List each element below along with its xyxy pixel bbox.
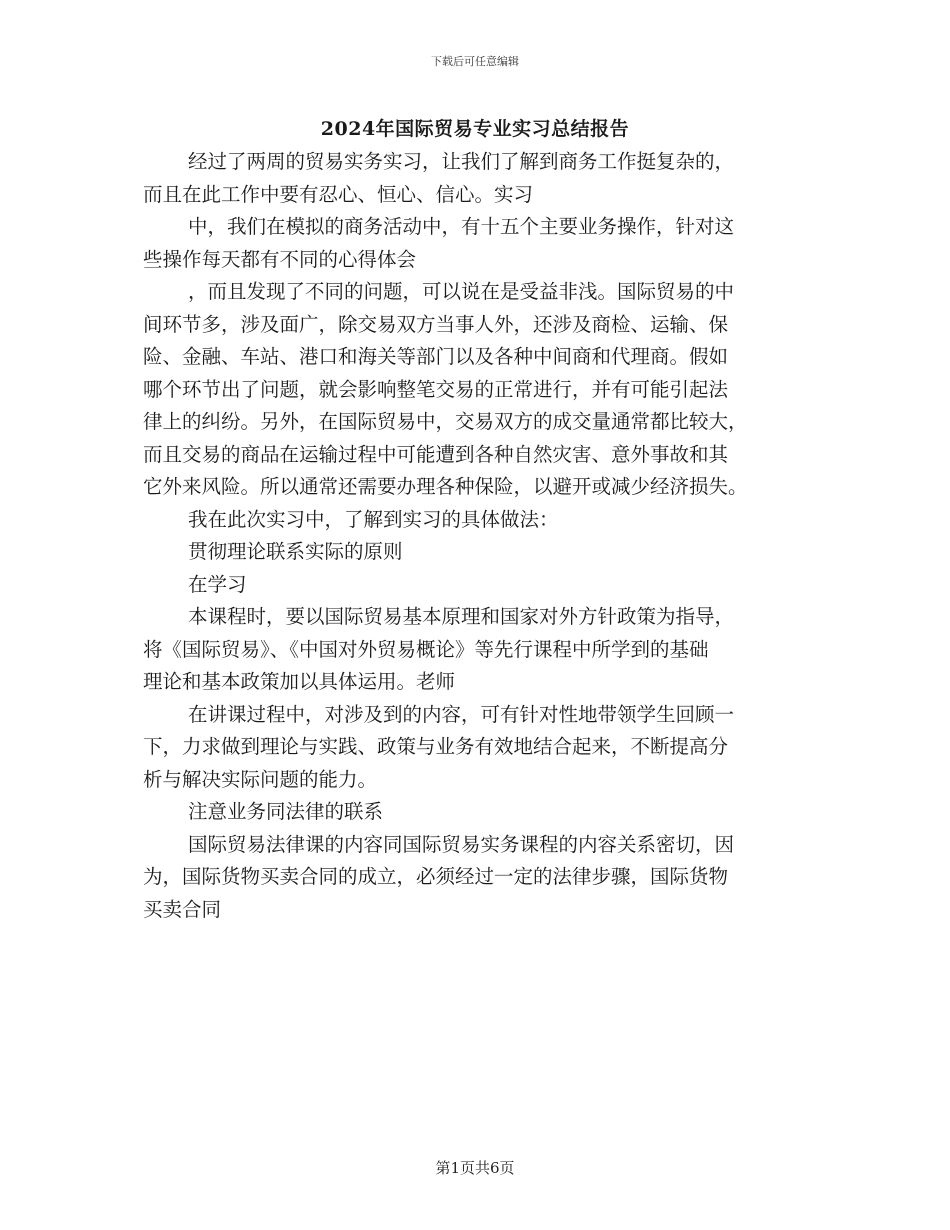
text-line: 它外来风险。所以通常还需要办理各种保险，以避开或减少经济损失。	[143, 475, 748, 498]
document-body	[143, 146, 803, 926]
text-line: 买卖合同	[143, 897, 222, 921]
text-line: 经过了两周的贸易实务实习，让我们了解到商务工作挺复杂的，	[188, 150, 735, 173]
text-line: 哪个环节出了问题，就会影响整笔交易的正常进行，并有可能引起法	[143, 377, 729, 401]
text-line: 律上的纠纷。另外，在国际贸易中，交易双方的成交量通常都比较大，	[143, 410, 748, 433]
text-line: 间环节多，涉及面广，除交易双方当事人外，还涉及商检、运输、保	[143, 312, 729, 336]
text-line: 本课程时，要以国际贸易基本原理和国家对外方针政策为指导，	[188, 605, 735, 628]
header-note: 下载后可任意编辑	[431, 55, 519, 68]
text-line: 而且在此工作中要有忍心、恒心、信心。实习	[143, 182, 534, 206]
document-title: 2024年国际贸易专业实习总结报告	[320, 118, 630, 140]
text-line: 中，我们在模拟的商务活动中，有十五个主要业务操作，针对这	[188, 215, 735, 238]
text-line: 将《国际贸易》、《中国对外贸易概论》等先行课程中所学到的基础	[143, 637, 709, 661]
text-line: 我在此次实习中，了解到实习的具体做法：	[188, 507, 559, 531]
text-line: 理论和基本政策加以具体运用。老师	[143, 670, 456, 693]
text-line: 国际贸易法律课的内容同国际贸易实务课程的内容关系密切，因	[188, 832, 735, 856]
text-line: 析与解决实际问题的能力。	[143, 767, 378, 791]
text-line: 而且交易的商品在运输过程中可能遭到各种自然灾害、意外事故和其	[143, 442, 729, 466]
text-line: 贯彻理论联系实际的原则	[188, 540, 403, 563]
text-line: 在学习	[188, 572, 247, 596]
page-footer: 第1页共6页	[435, 1159, 515, 1177]
text-line: 下，力求做到理论与实践、政策与业务有效地结合起来，不断提高分	[143, 735, 729, 758]
text-line: 注意业务同法律的联系	[188, 800, 384, 823]
text-line: ，而且发现了不同的问题，可以说在是受益非浅。国际贸易的中	[188, 280, 735, 303]
text-line: 在讲课过程中，对涉及到的内容，可有针对性地带领学生回顾一	[188, 702, 735, 726]
text-line: 为，国际货物买卖合同的成立，必须经过一定的法律步骤，国际货物	[143, 865, 729, 888]
text-line: 险、金融、车站、港口和海关等部门以及各种中间商和代理商。假如	[143, 345, 729, 368]
text-line: 些操作每天都有不同的心得体会	[143, 247, 417, 271]
